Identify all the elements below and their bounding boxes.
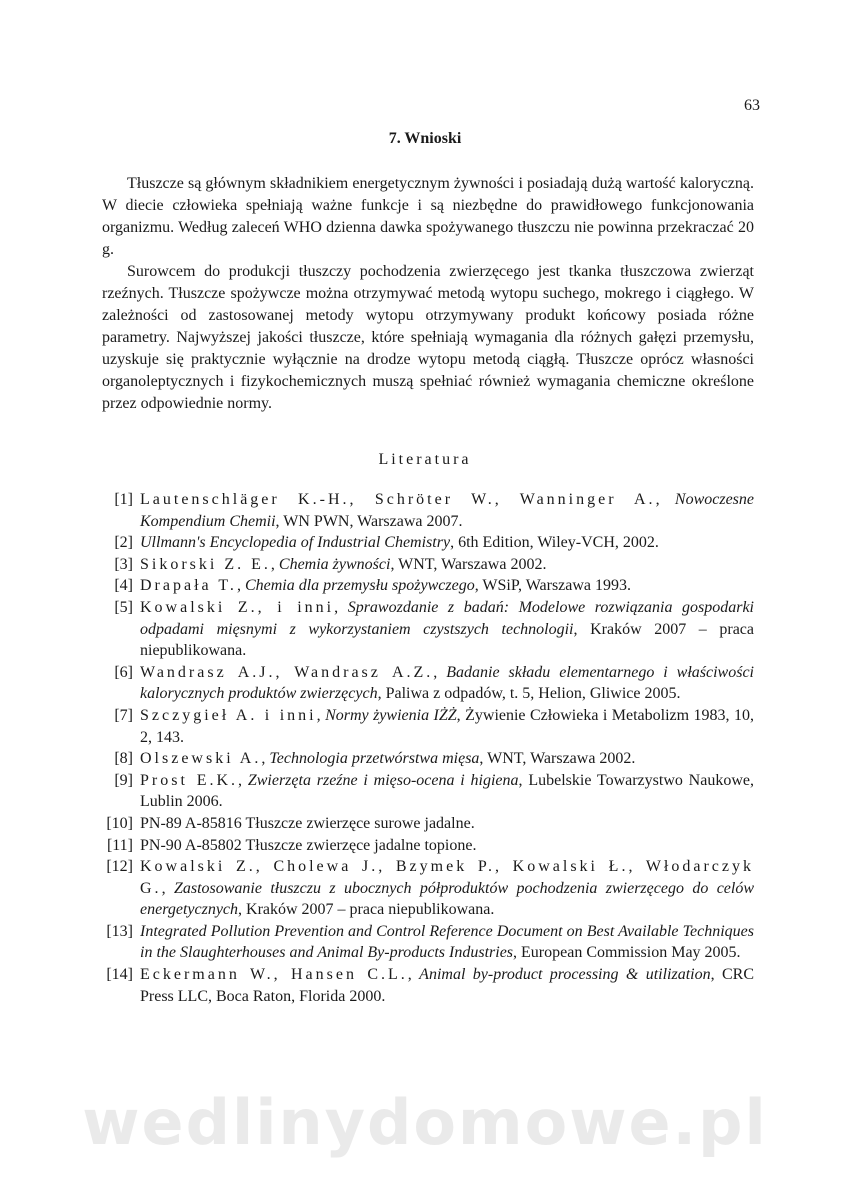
- reference-separator: ,: [236, 577, 245, 595]
- reference-text: [140, 575, 754, 597]
- reference-number: [11]: [106, 836, 133, 854]
- reference-separator: ,: [433, 663, 447, 681]
- reference-separator: ,: [316, 706, 326, 724]
- reference-text: [140, 964, 754, 1007]
- reference-details: , WN PWN, Warszawa 2007.: [275, 512, 463, 530]
- reference-authors: Lautenschläger K.-H., Schröter W., Wanninger A.: [140, 491, 656, 508]
- reference-details: , Żywienie Człowieka i Metabolizm 1983, 10, 2, 143.: [140, 706, 755, 746]
- reference-number: [3]: [114, 555, 133, 573]
- reference-text: [140, 705, 754, 748]
- reference-details: PN-89 A-85816 Tłuszcze zwierzęce surowe jadalne.: [140, 814, 475, 832]
- reference-authors: Kowalski Z., Cholewa J., Bzymek P., Kowalski Ł., Włodarczyk G.: [140, 858, 754, 897]
- reference-text: [140, 554, 754, 576]
- reference-item: [102, 770, 754, 813]
- reference-authors: Szczygieł A. i inni: [140, 706, 317, 724]
- reference-text: [140, 813, 754, 835]
- reference-number: [6]: [114, 663, 133, 681]
- reference-number: [10]: [106, 814, 133, 832]
- reference-text: [140, 532, 754, 554]
- reference-separator: ,: [270, 555, 279, 573]
- reference-details: , CRC Press LLC, Boca Raton, Florida 2000.: [140, 966, 755, 1005]
- reference-number: [7]: [114, 706, 133, 724]
- reference-list: [102, 489, 754, 1007]
- reference-item: [102, 964, 754, 1007]
- reference-details: , Lubelskie Towarzystwo Naukowe, Lublin 2006.: [140, 771, 754, 811]
- reference-text: [140, 489, 754, 532]
- reference-number: [5]: [114, 598, 133, 616]
- paragraph: Tłuszcze są głównym składnikiem energetycznym żywności i posiadają dużą wartość kaloryczną. W diecie człowieka spełniają ważne funkcje i są niezbędne do prawidłowego funkcjonowania organizmu. Według zaleceń WHO dzienna dawka spożywanego tłuszczu nie powinna przekraczać 20 g.: [102, 175, 754, 258]
- reference-number: [2]: [114, 534, 133, 552]
- reference-text: [140, 835, 754, 857]
- reference-text: [140, 748, 754, 770]
- reference-authors: Sikorski Z. E.: [140, 555, 271, 573]
- reference-title: Technologia przetwórstwa mięsa: [269, 750, 480, 768]
- reference-title: Badanie składu elementarnego i właściwości kalorycznych produktów zwierzęcych: [140, 663, 754, 703]
- reference-details: , WNT, Warszawa 2002.: [479, 750, 636, 768]
- reference-separator: ,: [407, 966, 420, 984]
- reference-details: , European Commission May 2005.: [513, 944, 741, 962]
- reference-authors: Wandrasz A.J., Wandrasz A.Z.: [140, 663, 434, 681]
- reference-details: , Kraków 2007 – praca niepublikowana.: [140, 620, 755, 660]
- reference-number: [12]: [106, 858, 133, 876]
- reference-details: , Paliwa z odpadów, t. 5, Helion, Gliwice 2005.: [377, 685, 681, 703]
- paragraph: Surowcem do produkcji tłuszczy pochodzenia zwierzęcego jest tkanka tłuszczowa zwierząt rzeźnych. Tłuszcze spożywcze można otrzymywać metodą wytopu suchego, mokrego i ciągłego. W zależności od zastosowanej metody wytopu otrzymywany produkt końcowy posiada różne parametry. Najwyższej jakości tłuszcze, które spełniają wymagania dla różnych gałęzi przemysłu, uzyskuje się praktycznie wyłącznie na drodze wytopu metodą ciągłą. Tłuszcze oprócz własności organoleptycznych i fizykochemicznych muszą spełniać również wymagania chemiczne określone przez odpowiednie normy.: [102, 263, 754, 412]
- reference-item: [102, 835, 754, 857]
- reference-title: Sprawozdanie z badań: Modelowe rozwiązania gospodarki odpadami mięsnymi z wykorzystaniem czystszych technologii: [140, 598, 755, 638]
- reference-number: [9]: [114, 771, 133, 789]
- reference-separator: ,: [238, 771, 248, 789]
- reference-item: [102, 856, 754, 921]
- conclusions-body: [102, 173, 754, 415]
- reference-title: Normy żywienia IŻŻ: [325, 706, 457, 724]
- reference-text: [140, 921, 754, 964]
- reference-number: [14]: [106, 966, 133, 984]
- reference-separator: ,: [161, 879, 174, 897]
- reference-title: Ullmann's Encyclopedia of Industrial Chemistry: [140, 534, 451, 552]
- reference-item: [102, 813, 754, 835]
- section-title: 7. Wnioski: [388, 130, 462, 147]
- reference-item: [102, 921, 754, 964]
- reference-title: Integrated Pollution Prevention and Control Reference Document on Best Available Techniques in the Slaughterhouses and Animal By-products Industries: [140, 922, 754, 962]
- reference-number: [1]: [114, 491, 133, 508]
- reference-text: [140, 856, 754, 921]
- reference-item: [102, 489, 754, 532]
- reference-title: Zwierzęta rzeźne i mięso-ocena i higiena: [247, 771, 519, 789]
- page-number: 63: [744, 97, 760, 114]
- reference-number: [8]: [114, 750, 133, 768]
- reference-title: Animal by-product processing & utilization: [419, 966, 711, 984]
- reference-item: [102, 662, 754, 705]
- reference-separator: ,: [655, 491, 675, 508]
- literature-heading: Literatura: [378, 451, 472, 468]
- reference-title: Chemia dla przemysłu spożywczego: [244, 577, 475, 595]
- reference-authors: Kowalski Z., i inni: [140, 598, 335, 616]
- reference-item: [102, 748, 754, 770]
- watermark: wedlinydomowe.pl: [82, 1086, 768, 1159]
- reference-details: , 6th Edition, Wiley-VCH, 2002.: [450, 534, 659, 552]
- reference-text: [140, 770, 754, 813]
- reference-separator: ,: [334, 598, 348, 616]
- reference-authors: Prost E.K.: [140, 771, 239, 789]
- reference-details: , WNT, Warszawa 2002.: [390, 555, 547, 573]
- reference-item: [102, 597, 754, 662]
- reference-details: PN-90 A-85802 Tłuszcze zwierzęce jadalne topione.: [140, 836, 477, 854]
- reference-number: [4]: [114, 577, 133, 595]
- reference-title: Chemia żywności: [278, 555, 391, 573]
- reference-item: [102, 554, 754, 576]
- reference-details: , Kraków 2007 – praca niepublikowana.: [238, 901, 495, 919]
- reference-text: [140, 662, 754, 705]
- reference-number: [13]: [106, 922, 133, 940]
- reference-item: [102, 575, 754, 597]
- reference-separator: ,: [261, 750, 270, 768]
- reference-details: , WSiP, Warszawa 1993.: [474, 577, 632, 595]
- reference-authors: Drapała T.: [140, 577, 237, 595]
- reference-title: Zastosowanie tłuszczu z ubocznych półproduktów pochodzenia zwierzęcego do celów energetycznych: [140, 879, 755, 919]
- reference-authors: Olszewski A.: [140, 750, 262, 768]
- reference-text: [140, 597, 754, 662]
- reference-item: [102, 532, 754, 554]
- reference-item: [102, 705, 754, 748]
- reference-authors: Eckermann W., Hansen C.L.: [140, 966, 408, 984]
- reference-title: Nowoczesne Kompendium Chemii: [140, 491, 755, 530]
